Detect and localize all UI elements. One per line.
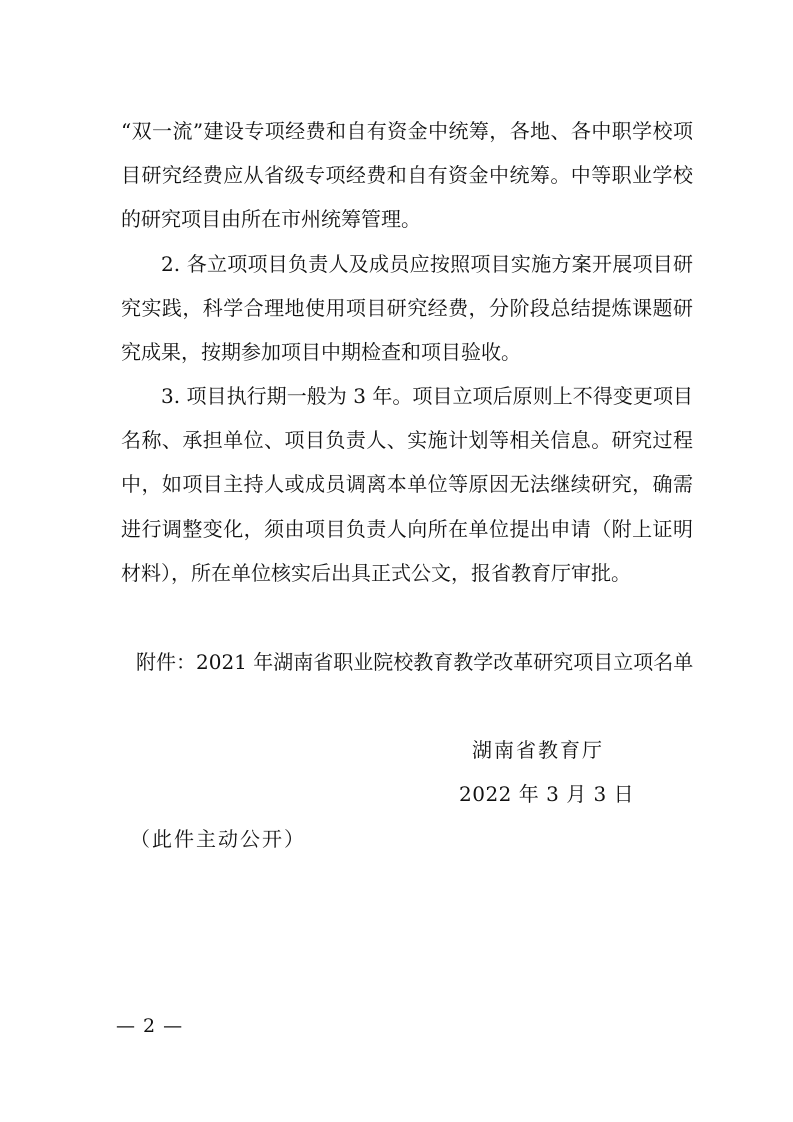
body-text-line: 2. 各立项项目负责人及成员应按照项目实施方案开展项目研 bbox=[161, 252, 693, 276]
body-text-line: 究实践，科学合理地使用项目研究经费，分阶段总结提炼课题研 bbox=[121, 296, 693, 320]
body-text-line: 进行调整变化，须由项目负责人向所在单位提出申请（附上证明 bbox=[121, 517, 693, 541]
body-text-line: 究成果，按期参加项目中期检查和项目验收。 bbox=[121, 340, 521, 364]
body-text-line: 目研究经费应从省级专项经费和自有资金中统筹。中等职业学校 bbox=[121, 163, 693, 187]
body-text-line: 中，如项目主持人或成员调离本单位等原因无法继续研究，确需 bbox=[121, 472, 693, 496]
disclosure-note: （此件主动公开） bbox=[130, 827, 306, 851]
body-text-line: 3. 项目执行期一般为 3 年。项目立项后原则上不得变更项目 bbox=[161, 384, 693, 408]
page-number: — 2 — bbox=[116, 1015, 184, 1037]
issue-date: 2022 年 3 月 3 日 bbox=[459, 782, 635, 806]
body-text-line: 的研究项目由所在市州统筹管理。 bbox=[121, 207, 421, 231]
attachment-note: 附件：2021 年湖南省职业院校教育教学改革研究项目立项名单 bbox=[136, 650, 694, 674]
issuer-signature: 湖南省教育厅 bbox=[472, 738, 604, 762]
body-text-line: 材料），所在单位核实后出具正式公文，报省教育厅审批。 bbox=[121, 561, 631, 585]
body-text-line: 名称、承担单位、项目负责人、实施计划等相关信息。研究过程 bbox=[121, 428, 693, 452]
body-text-line: “双一流”建设专项经费和自有资金中统筹，各地、各中职学校项 bbox=[121, 119, 693, 143]
